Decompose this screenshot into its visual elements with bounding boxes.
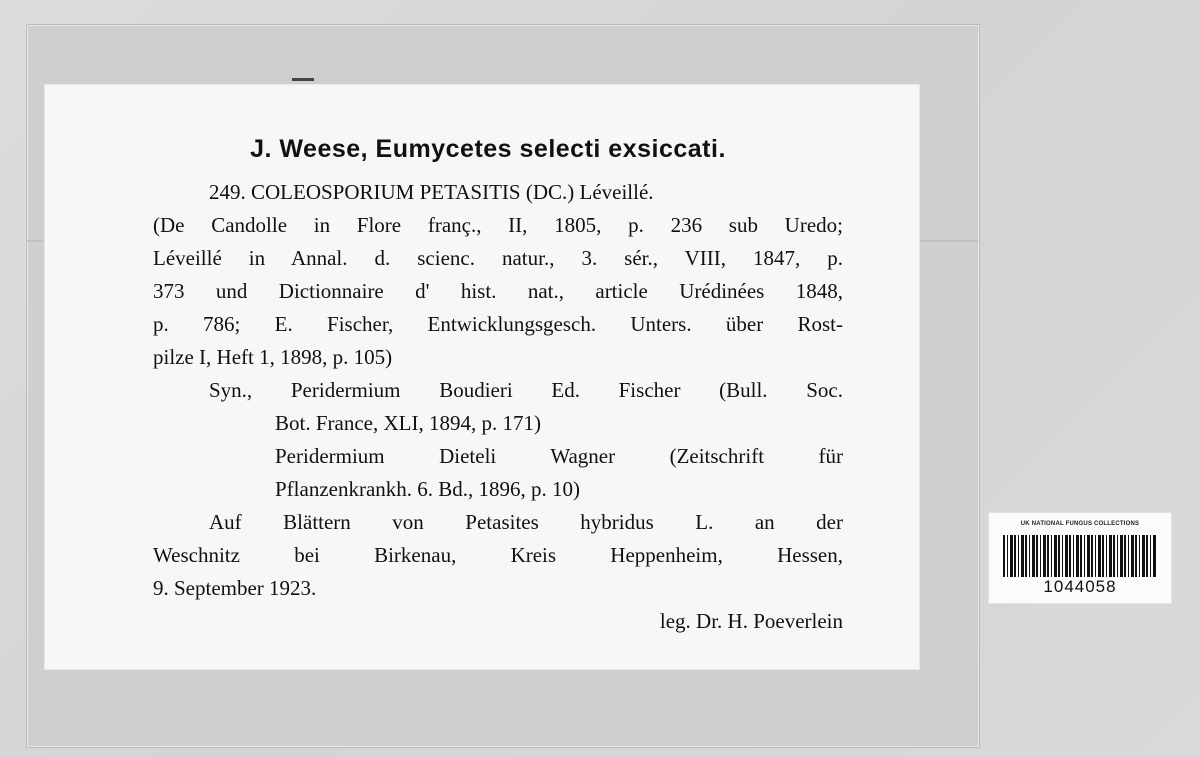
label-line-synonym-2b: Pflanzenkrankh. 6. Bd., 1896, p. 10) xyxy=(275,477,581,501)
label-line-citation-2: Léveillé in Annal. d. scienc. natur., 3. sér., VIII, 1847, p. xyxy=(153,246,843,270)
barcode-label xyxy=(988,512,1172,604)
specimen-label xyxy=(44,84,920,670)
envelope-mark xyxy=(292,78,314,81)
barcode-collection-name: UK NATIONAL FUNGUS COLLECTIONS xyxy=(1020,521,1140,527)
label-line-citation-4: p. 786; E. Fischer, Entwicklungsgesch. Unters. über Rost- xyxy=(153,312,843,336)
label-line-citation-1: (De Candolle in Flore franç., II, 1805, p. 236 sub Uredo; xyxy=(153,213,843,237)
label-line-synonym-2: Peridermium Dieteli Wagner (Zeitschrift für xyxy=(275,444,843,468)
label-line-collector: leg. Dr. H. Poeverlein xyxy=(659,609,843,633)
label-line-citation-3: 373 und Dictionnaire d' hist. nat., article Urédinées 1848, xyxy=(153,279,843,303)
series-title: J. Weese, Eumycetes selecti exsiccati. xyxy=(250,135,726,163)
label-line-synonym-1: Syn., Peridermium Boudieri Ed. Fischer (Bull. Soc. xyxy=(209,378,843,402)
label-line-synonym-1b: Bot. France, XLI, 1894, p. 171) xyxy=(275,411,541,435)
label-line-locality-1: Auf Blättern von Petasites hybridus L. an der xyxy=(209,510,843,534)
label-line-citation-5: pilze I, Heft 1, 1898, p. 105) xyxy=(153,345,393,369)
barcode-icon xyxy=(1003,535,1157,577)
label-line-locality-2: Weschnitz bei Birkenau, Kreis Heppenheim, Hessen, xyxy=(153,543,843,567)
barcode-number: 1044058 xyxy=(1043,577,1117,596)
label-line-date: 9. September 1923. xyxy=(153,576,317,600)
label-text-block xyxy=(153,133,843,638)
label-line-species: 249. COLEOSPORIUM PETASITIS (DC.) Léveillé. xyxy=(209,180,654,204)
